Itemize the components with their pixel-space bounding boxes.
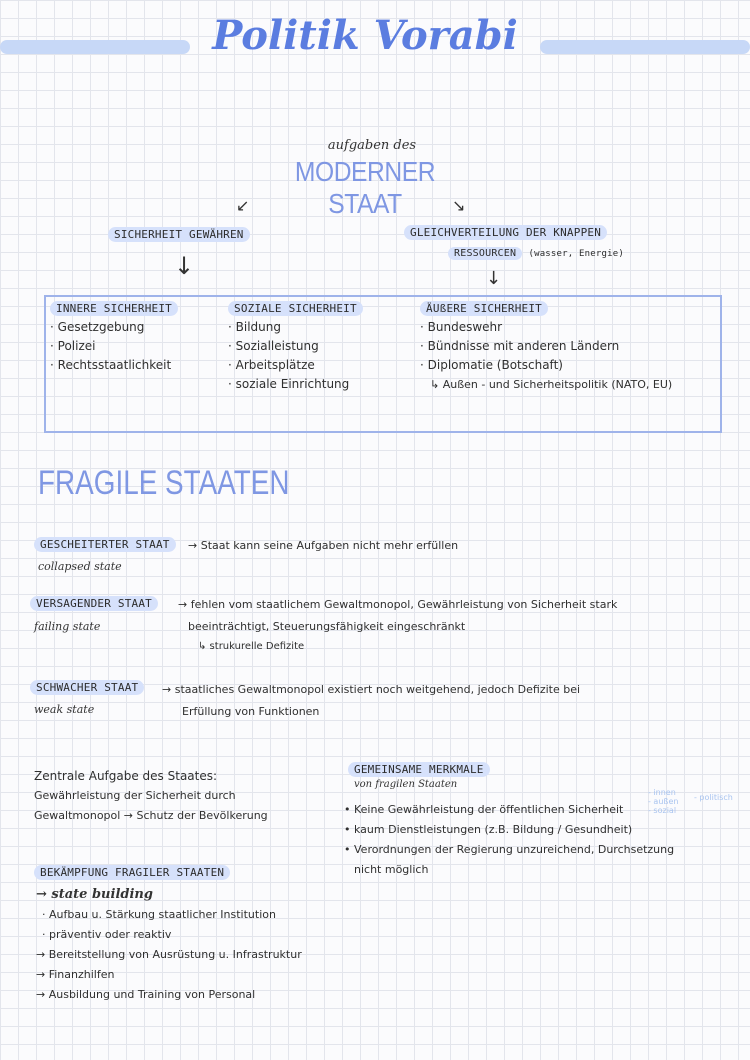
margin-note: - innen - außen - sozial: [648, 788, 679, 815]
arrow-down-distribution: ↓: [486, 268, 502, 289]
common-features: [348, 763, 490, 776]
list-item: • Verordnungen der Regierung unzureichend, Durchsetzung: [344, 843, 675, 856]
type-collapsed-en: collapsed state: [38, 560, 122, 573]
type-weak-desc-2: Erfüllung von Funktionen: [182, 705, 320, 718]
arrow-down-right: ↘: [452, 196, 466, 215]
title-underline-right: [540, 40, 750, 54]
combat-list: [36, 885, 302, 1005]
branch-distribution-line2: RESSOURCEN: [448, 247, 522, 260]
list-item-sub: ↳ Außen - und Sicherheitspolitik (NATO, EU): [430, 378, 673, 391]
branch-distribution-note: (wasser, Energie): [528, 249, 624, 259]
branch-security: [108, 228, 250, 241]
central-task-line-1: Gewährleistung der Sicherheit durch: [34, 789, 236, 802]
combat-line-state-building: → state building: [36, 887, 153, 902]
list-item: · Bundeswehr: [420, 320, 503, 334]
combat-line: → Ausbildung und Training von Personal: [36, 988, 256, 1001]
list-item: · Polizei: [50, 339, 96, 353]
list-item: • Keine Gewährleistung der öffentlichen Sicherheit: [344, 803, 624, 816]
type-collapsed: [34, 538, 176, 551]
branch-distribution-line1: GLEICHVERTEILUNG DER KNAPPEN: [404, 225, 607, 240]
type-weak: [30, 681, 144, 694]
combat-section: [34, 866, 230, 879]
type-failing-name: VERSAGENDER STAAT: [30, 596, 158, 611]
list-item: · Bündnisse mit anderen Ländern: [420, 339, 620, 353]
list-item: · Gesetzgebung: [50, 320, 145, 334]
column-inner-heading: INNERE SICHERHEIT: [50, 301, 178, 316]
column-social-heading: SOZIALE SICHERHEIT: [228, 301, 363, 316]
type-weak-en: weak state: [34, 703, 95, 716]
list-item: · Sozialleistung: [228, 339, 319, 353]
combat-line: → Finanzhilfen: [36, 968, 115, 981]
common-features-list: [344, 800, 674, 880]
margin-note-extra: - politisch: [694, 793, 733, 802]
combat-line: → Bereitstellung von Ausrüstung u. Infrastruktur: [36, 948, 302, 961]
type-collapsed-name: GESCHEITERTER STAAT: [34, 537, 176, 552]
column-outer-security: [420, 302, 672, 394]
column-social-security: [228, 302, 363, 394]
type-failing-en: failing state: [34, 620, 101, 633]
type-weak-name: SCHWACHER STAAT: [30, 680, 144, 695]
type-failing-desc-1: → fehlen vom staatlichem Gewaltmonopol, Gewährleistung von Sicherheit stark: [178, 598, 618, 611]
list-item-continuation: nicht möglich: [354, 863, 429, 876]
central-task-line-2: Gewaltmonopol → Schutz der Bevölkerung: [34, 809, 268, 822]
branch-distribution-2: [448, 248, 624, 259]
page-title: Politik Vorabi: [212, 12, 518, 59]
arrow-down-left: ↙: [236, 196, 250, 215]
fragile-heading: FRAGILE STAATEN: [38, 464, 290, 502]
modern-state-subtitle: aufgaben des: [327, 138, 417, 153]
list-item: · Diplomatie (Botschaft): [420, 358, 563, 372]
list-item: · Bildung: [228, 320, 281, 334]
list-item: · Rechtsstaatlichkeit: [50, 358, 172, 372]
list-item: • kaum Dienstleistungen (z.B. Bildung / Gesundheit): [344, 823, 633, 836]
list-item: · soziale Einrichtung: [228, 377, 350, 391]
column-outer-heading: ÄUßERE SICHERHEIT: [420, 301, 548, 316]
type-failing-desc-3: ↳ strukurelle Defizite: [198, 641, 305, 652]
combat-line: · präventiv oder reaktiv: [42, 928, 172, 941]
central-task-heading: Zentrale Aufgabe des Staates:: [34, 769, 218, 783]
type-failing-desc-2: beeinträchtigt, Steuerungsfähigkeit eingeschränkt: [188, 620, 466, 633]
combat-line: · Aufbau u. Stärkung staatlicher Institution: [42, 908, 276, 921]
branch-distribution: [404, 226, 607, 239]
common-features-heading: GEMEINSAME MERKMALE: [348, 762, 490, 777]
type-weak-desc-1: → staatliches Gewaltmonopol existiert noch weitgehend, jedoch Defizite bei: [162, 683, 581, 696]
column-inner-security: [50, 302, 178, 375]
arrow-down-security: ↓: [174, 252, 195, 280]
branch-security-label: SICHERHEIT GEWÄHREN: [108, 227, 250, 242]
type-collapsed-desc: → Staat kann seine Aufgaben nicht mehr erfüllen: [188, 539, 459, 552]
common-features-sub: von fragilen Staaten: [354, 779, 458, 790]
title-underline-left: [0, 40, 190, 54]
type-failing: [30, 597, 158, 610]
central-task: [34, 766, 268, 826]
modern-state-heading: MODERNER STAAT: [294, 156, 436, 219]
combat-heading: BEKÄMPFUNG FRAGILER STAATEN: [34, 865, 230, 880]
list-item: · Arbeitsplätze: [228, 358, 315, 372]
